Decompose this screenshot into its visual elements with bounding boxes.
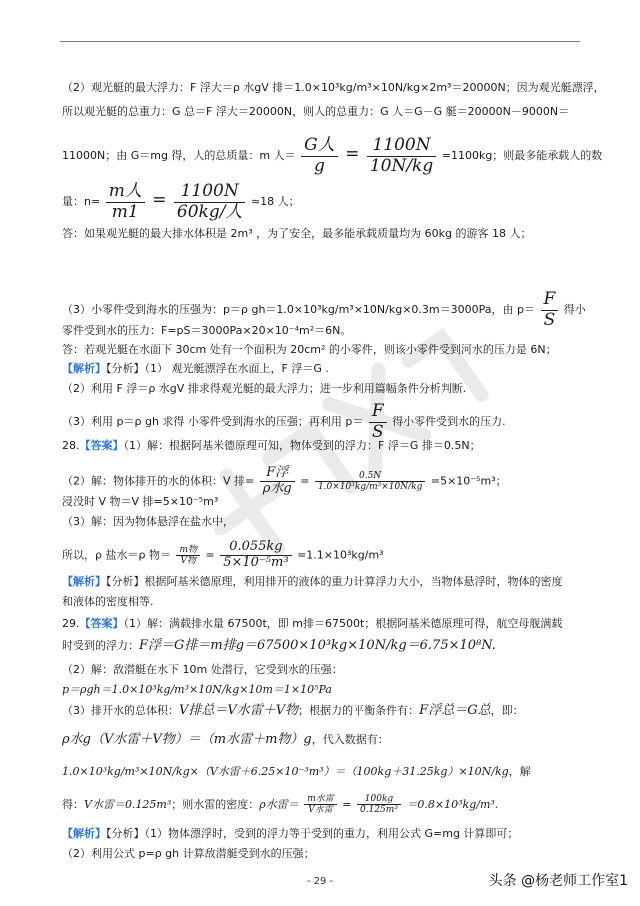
brand-watermark: 头条 @杨老师工作室1: [488, 873, 628, 889]
fraction: $\frac{\text{F浮}}{\text{ρ水g}}$: [260, 466, 295, 497]
line-25: 1.0×10³kg/m³×10N/kg×（V水雷＋6.25×10⁻³m³）＝（100kg＋31.25kg）×10N/kg，解: [62, 765, 531, 778]
fraction: $\frac{F}{S}$: [541, 290, 559, 330]
line-23: （3）排开水的总体积：V排总＝V水雷＋V物；根据力的平衡条件有：F浮总＝G总，即：: [62, 703, 524, 718]
line-10: （2）利用 F 浮＝ρ 水gV 排求得观光艇的最大浮力；进一步利用篇幅条件分析判断.: [62, 382, 467, 395]
fraction: $\frac{\text{m人}}{m1}$: [106, 182, 145, 222]
fraction: $\frac{0.5N}{\text{1.0×10³kg/m³×10N/kg}}$: [315, 471, 425, 493]
line-18: 和液体的密度相等.: [62, 595, 154, 608]
header-rule: [60, 41, 580, 42]
line-4: 量：n= $\frac{\text{m人}}{m1}$ = $\frac{1100N}{\text{60kg/人}}$ ≈18 人；: [62, 181, 300, 222]
analysis-line: 【解析】【分析】根据阿基米德原理，利用排开的液体的重力计算浮力大小，当物体悬浮时，物体的密度: [62, 575, 563, 588]
fraction: $\frac{1100N}{\text{60kg/人}}$: [174, 182, 246, 222]
fraction: $\frac{1100N}{10N/kg}$: [367, 136, 436, 176]
line-11: （3）利用 p＝ρ gh 求得 小零件受到海水的压强；再利用 p＝ $\frac{F}{S}$ 得小零件受到水的压力.: [62, 401, 506, 442]
q28-answer-line: 28.【答案】（1）解：根据阿基米德原理可知，物体受到的浮力：F 浮＝G 排＝0.5N；: [62, 439, 481, 452]
line-7: 零件受到水的压力：F=pS＝3000Pa×20×10⁻⁴m²＝6N。: [62, 324, 352, 337]
line-21: （2）解：敌潜艇在水下 10m 处潜行，它受到水的压强：: [62, 663, 343, 676]
line-24: ρ水g（V水雷＋V物）＝（m水雷＋m物）g，代入数据有：: [62, 732, 389, 747]
fraction: $\frac{\text{G人}}{g}$: [301, 136, 338, 176]
line-6: （3）小零件受到海水的压强为：p＝ρ gh＝1.0×10³kg/m³×10N/kg×0.3m＝3000Pa，由 p＝ $\frac{F}{S}$ 得小: [62, 289, 586, 330]
line-14: 浸没时 V 物＝V 排=5×10⁻⁵m³: [62, 495, 219, 508]
line-26: 得：V水雷＝0.125m³；则水雷的密度：ρ水雷＝ $\frac{\text{m水雷}}{\text{V水雷}}$ = $\frac{100kg}{\text{0.125m³}}$ ＝0.8×10³kg/m³.: [62, 794, 499, 816]
line-20: 时受到的浮力：F浮＝G排＝m排g＝67500×10³kg×10N/kg＝6.75×10⁸N.: [62, 638, 496, 653]
line-22: p＝ρgh＝1.0×10³kg/m³×10N/kg×10m＝1×10⁵Pa: [62, 683, 332, 696]
line-5: 答：如果观光艇的最大排水体积是 2m³ ，为了安全，最多能承载质量均为 60kg 的游客 18 人；: [62, 227, 532, 240]
analysis-line: 【解析】【分析】（1） 观光艇漂浮在水面上，F 浮＝G .: [62, 362, 329, 375]
line-8: 答：若观光艇在水面下 30cm 处有一个面积为 20cm² 的小零件，则该小零件受到河水的压力是 6N；: [62, 343, 557, 356]
page-number: - 29 -: [306, 876, 334, 887]
line-1: （2）观光艇的最大浮力：F 浮大＝ρ 水gV 排＝1.0×10³kg/m³×10N/kg×2m³＝20000N；因为观光艇漂浮，: [62, 81, 605, 94]
fraction: $\frac{0.055kg}{\text{5×10⁻⁵m³}}$: [220, 540, 291, 571]
q29-answer-line: 29.【答案】（1）解：满载排水量 67500t，即 m排＝67500t；根据阿基米德原理可得，航空母舰满载: [62, 617, 563, 630]
fraction: $\frac{\text{m物}}{\text{V物}}$: [176, 545, 200, 567]
fraction: $\frac{F}{S}$: [369, 402, 387, 442]
line-16: 所以，ρ 盐水＝ρ 物＝ $\frac{\text{m物}}{\text{V物}}$ = $\frac{0.055kg}{\text{5×10⁻⁵m³}}$ =1.1×10³kg/m³: [62, 539, 384, 570]
fraction: $\frac{\text{m水雷}}{\text{V水雷}}$: [304, 794, 337, 816]
line-28: （2）利用公式 p=ρ gh 计算敌潜艇受到水的压强；: [62, 847, 315, 860]
fraction: $\frac{100kg}{\text{0.125m³}}$: [357, 794, 401, 816]
line-2: 所以观光艇的总重力：G 总＝F 浮大＝20000N，则人的总重力：G 人＝G－G 艇＝20000N－9000N＝: [62, 105, 570, 118]
line-13: （2）解：物体排开的水的体积：V 排= $\frac{\text{F浮}}{\text{ρ水g}}$ = $\frac{0.5N}{\text{1.0×10³kg/m³×10N/kg}}$ =5×10⁻⁵m³；: [62, 465, 507, 496]
line-15: （3）解：因为物体悬浮在盐水中，: [62, 515, 234, 528]
line-3: 11000N；由 G＝mg 得，人的总质量：m 人＝ $\frac{\text{G人}}{g}$ = $\frac{1100N}{10N/kg}$ =1100kg；则最多能承载人的数: [62, 135, 603, 176]
analysis-line: 【解析】【分析】（1）物体漂浮时，受到的浮力等于受到的重力，利用公式 G=mg 计算即可；: [62, 827, 519, 840]
